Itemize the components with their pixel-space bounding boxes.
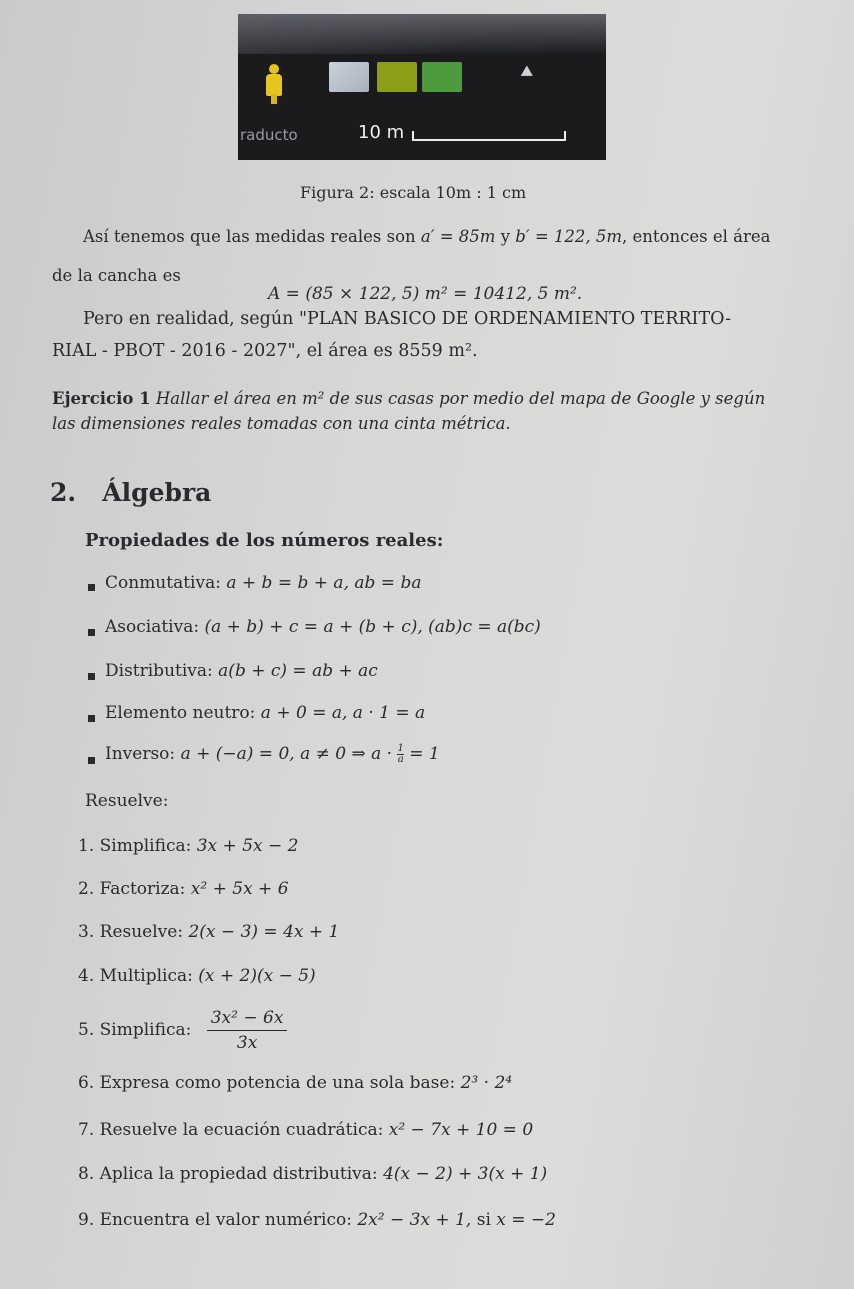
item-text: Factoriza: <box>99 879 186 899</box>
item-text: Resuelve: <box>99 922 184 942</box>
exercise-item <box>78 1210 556 1230</box>
exercise-item <box>78 879 289 899</box>
item-number: 1. <box>78 836 95 856</box>
item-number: 6. <box>78 1073 95 1093</box>
fraction <box>397 744 403 765</box>
b-value: b′ = 122, 5m <box>515 227 623 246</box>
item-number: 2. <box>78 879 95 899</box>
text: , entonces el área <box>622 227 771 246</box>
exercise-item <box>78 966 316 986</box>
item-number: 9. <box>78 1210 95 1230</box>
fraction <box>207 1008 288 1053</box>
a-value: a′ = 85m <box>420 227 496 246</box>
property-item <box>105 617 541 637</box>
map-figure <box>238 14 606 160</box>
section-heading <box>50 478 211 507</box>
exercise-item <box>78 836 298 856</box>
item-number: 4. <box>78 966 95 986</box>
property-formula: (a + b) + c = a + (b + c), (ab)c = a(bc) <box>204 617 541 637</box>
item-formula: 3x + 5x − 2 <box>196 836 299 856</box>
exercise-item <box>78 1120 533 1140</box>
property-formula: a + b = b + a, ab = ba <box>226 573 422 593</box>
real-area-line1: Pero en realidad, según "PLAN BASICO DE ORDENAMIENTO TERRITO- <box>83 309 732 329</box>
item-formula: (x + 2)(x − 5) <box>198 966 316 986</box>
text: Así tenemos que las medidas reales son <box>83 227 416 246</box>
property-formula: = 1 <box>409 744 440 764</box>
section-subtitle: Propiedades de los números reales: <box>85 530 444 551</box>
property-label: Asociativa: <box>105 617 200 637</box>
property-formula: a + 0 = a, a · 1 = a <box>260 703 426 723</box>
map-label: raducto <box>240 126 298 144</box>
scale-bar <box>412 131 566 141</box>
item-formula: 2(x − 3) = 4x + 1 <box>188 922 340 942</box>
exercise-line1 <box>52 389 765 408</box>
map-satellite-strip <box>238 14 606 54</box>
section-title: Álgebra <box>102 478 212 507</box>
item-text: si <box>476 1210 491 1230</box>
item-text: Multiplica: <box>99 966 193 986</box>
area-paragraph-line2: de la cancha es <box>52 266 181 285</box>
scale-label: 10 m <box>358 122 405 143</box>
bullet-icon <box>88 757 95 764</box>
item-formula: x² − 7x + 10 = 0 <box>388 1120 534 1140</box>
property-label: Inverso: <box>105 744 176 764</box>
real-area-value: 8559 m². <box>398 341 478 361</box>
property-item <box>105 661 378 681</box>
property-formula: a(b + c) = ab + ac <box>218 661 378 681</box>
bullet-icon <box>88 584 95 591</box>
bullet-icon <box>88 673 95 680</box>
exercise-item <box>78 1073 512 1093</box>
property-label: Conmutativa: <box>105 573 221 593</box>
text: RIAL - PBOT - 2016 - 2027", el área es <box>52 341 393 361</box>
item-text: Expresa como potencia de una sola base: <box>99 1073 456 1093</box>
property-item <box>105 573 421 593</box>
up-chevron-icon[interactable]: ⯅ <box>518 60 536 85</box>
bullet-icon <box>88 715 95 722</box>
pegman-icon[interactable] <box>266 64 282 104</box>
area-paragraph-line1 <box>83 227 770 246</box>
item-formula: 2³ · 2⁴ <box>460 1073 513 1093</box>
satellite-layer-thumbnail[interactable] <box>422 62 462 92</box>
item-number: 8. <box>78 1164 95 1184</box>
property-item <box>105 744 440 765</box>
item-formula: x = −2 <box>496 1210 556 1230</box>
property-formula: a + (−a) = 0, a ≠ 0 ⇒ a · <box>180 744 393 764</box>
item-number: 3. <box>78 922 95 942</box>
property-item <box>105 703 425 723</box>
item-text: Aplica la propiedad distributiva: <box>99 1164 378 1184</box>
exercise-label: Ejercicio 1 <box>52 389 151 408</box>
bullet-icon <box>88 629 95 636</box>
item-number: 7. <box>78 1120 95 1140</box>
text: y <box>500 227 511 246</box>
terrain-layer-thumbnail[interactable] <box>377 62 417 92</box>
item-text: Simplifica: <box>99 836 192 856</box>
item-formula: 2x² − 3x + 1, <box>357 1210 472 1230</box>
item-text: Resuelve la ecuación cuadrática: <box>99 1120 384 1140</box>
section-number: 2. <box>50 478 77 507</box>
resuelve-label: Resuelve: <box>85 791 169 811</box>
fraction-numerator: 1 <box>397 743 404 754</box>
exercise-text: Hallar el área en m² de sus casas por medio del mapa de Google y según <box>155 389 766 408</box>
item-text: Encuentra el valor numérico: <box>99 1210 352 1230</box>
item-number: 5. <box>78 1020 95 1040</box>
exercise-item <box>78 922 339 942</box>
fraction-denominator: a <box>397 754 404 765</box>
area-equation: A = (85 × 122, 5) m² = 10412, 5 m². <box>268 284 583 304</box>
property-label: Elemento neutro: <box>105 703 256 723</box>
fraction-denominator: 3x <box>236 1033 258 1053</box>
item-text: Simplifica: <box>99 1020 192 1040</box>
item-formula: x² + 5x + 6 <box>190 879 289 899</box>
real-area-line2 <box>52 341 478 361</box>
item-formula: 4(x − 2) + 3(x + 1) <box>383 1164 548 1184</box>
exercise-item <box>78 1164 547 1184</box>
map-layer-thumbnail[interactable] <box>329 62 369 92</box>
exercise-item <box>78 1008 287 1053</box>
exercise-line2: las dimensiones reales tomadas con una cinta métrica. <box>52 414 511 433</box>
property-label: Distributiva: <box>105 661 213 681</box>
figure-caption: Figura 2: escala 10m : 1 cm <box>300 183 527 202</box>
fraction-numerator: 3x² − 6x <box>207 1008 288 1031</box>
